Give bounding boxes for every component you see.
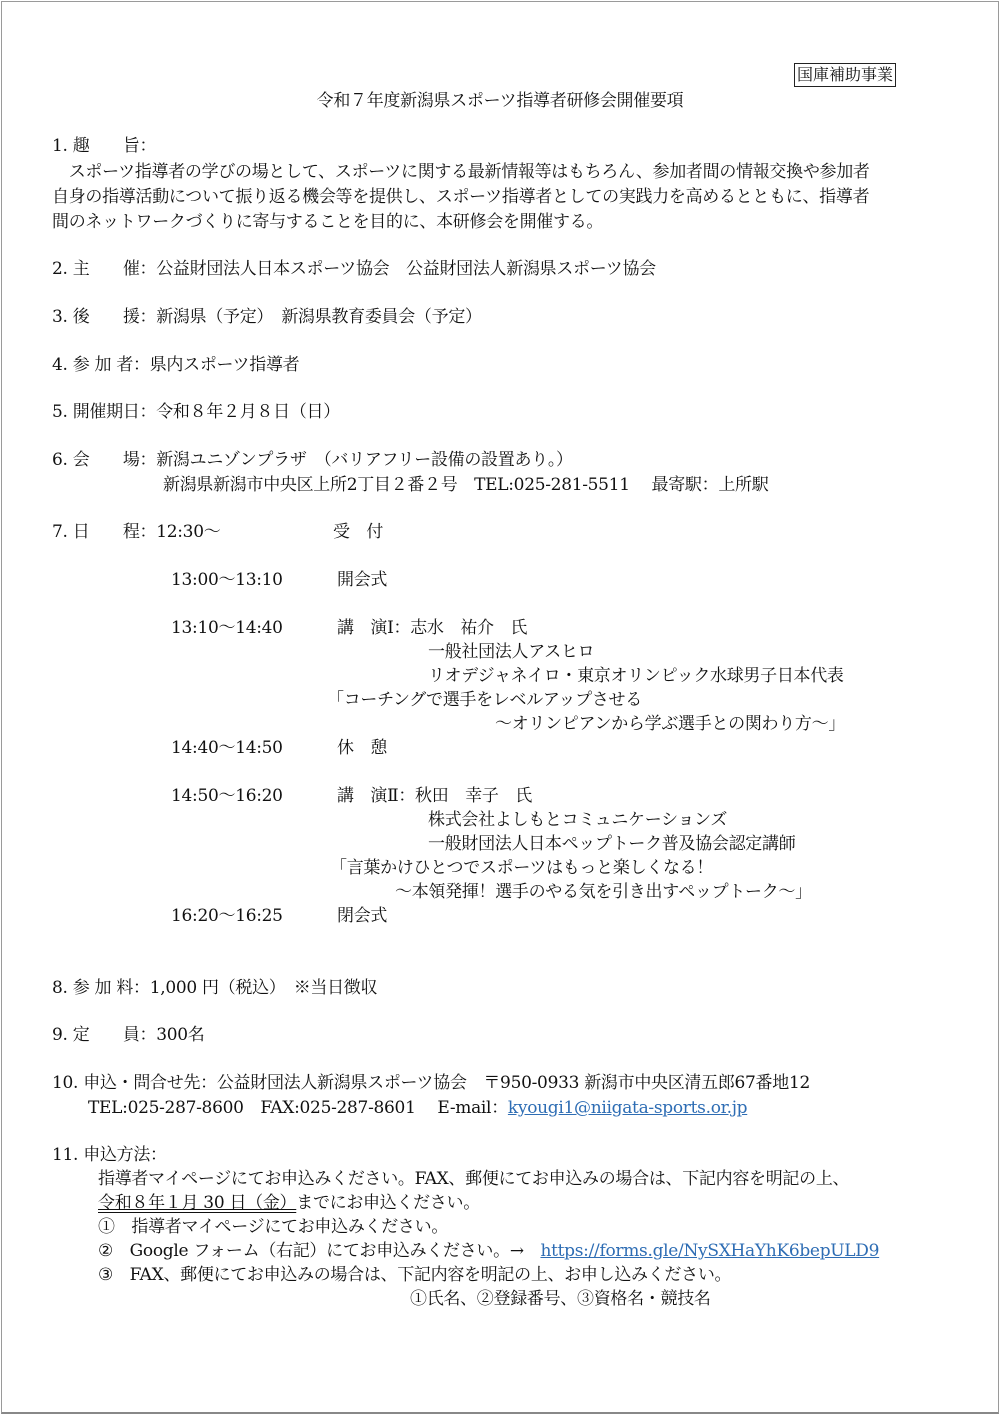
apply-option-3: ③ FAX、郵便にてお申込みの場合は、下記内容を明記の上、お申し込みください。 [98, 1265, 732, 1285]
apply-option-2-text: ② Google フォーム（右記）にてお申込みください。→ [98, 1241, 541, 1261]
required-fields: ①氏名、②登録番号、③資格名・競技名 [410, 1289, 711, 1309]
lecture-1-subtitle: ～オリンピアンから学ぶ選手との関わり方～」 [495, 714, 846, 734]
section-1-heading: 1. 趣 旨： [52, 136, 157, 156]
schedule-item-time: 16:20～16:25 [171, 906, 283, 926]
section-2-organizer: 2. 主 催：公益財団法人日本スポーツ協会 公益財団法人新潟県スポーツ協会 [52, 259, 656, 279]
lecture-1-org: リオデジャネイロ・東京オリンピック水球男子日本代表 [428, 666, 844, 686]
schedule-item-time: 13:10～14:40 [171, 618, 283, 638]
section-4-participants: 4. 参 加 者：県内スポーツ指導者 [52, 355, 300, 375]
lecture-2-org: 一般財団法人日本ペップトーク普及協会認定講師 [428, 834, 796, 854]
section-6-address: 新潟県新潟市中央区上所2丁目２番２号 TEL:025-281-5511 最寄駅：上所駅 [163, 475, 769, 495]
schedule-item-label: 閉会式 [337, 906, 388, 926]
section-6-venue: 6. 会 場：新潟ユニゾンプラザ （バリアフリー設備の設置あり。） [52, 450, 573, 470]
section-10-phone-fax [88, 1097, 747, 1119]
section-11-heading: 11. 申込方法： [52, 1145, 167, 1165]
contact-phone-fax: TEL:025-287-8600 FAX:025-287-8601 E-mail： [88, 1098, 508, 1118]
schedule-item-label: 開会式 [337, 570, 388, 590]
apply-option-2 [98, 1240, 879, 1262]
section-8-fee: 8. 参 加 料：1,000 円（税込） ※当日徴収 [52, 978, 378, 998]
lecture-2-org: 株式会社よしもとコミュニケーションズ [428, 810, 728, 830]
page-title: 令和７年度新潟県スポーツ指導者研修会開催要項 [316, 91, 684, 111]
schedule-item-time: 14:50～16:20 [171, 786, 283, 806]
email-link[interactable]: kyougi1@niigata-sports.or.jp [507, 1098, 748, 1118]
section-1-line: 自身の指導活動について振り返る機会等を提供し、スポーツ指導者としての実践力を高めるとともに、指導者 [52, 187, 870, 207]
section-7-label: 7. 日 程：12:30～ [52, 522, 221, 542]
section-3-support: 3. 後 援：新潟県（予定） 新潟県教育委員会（予定） [52, 307, 482, 327]
lecture-1-org: 一般社団法人アスヒロ [428, 642, 595, 662]
schedule-item-label: 休 憩 [337, 738, 388, 758]
section-1-line: スポーツ指導者の学びの場として、スポーツに関する最新情報等はもちろん、参加者間の情報交換や参加者 [52, 162, 870, 182]
subsidy-badge: 国庫補助事業 [794, 63, 896, 87]
section-1-line: 間のネットワークづくりに寄与することを目的に、本研修会を開催する。 [52, 212, 604, 232]
deadline-suffix: までにお申込ください。 [296, 1193, 480, 1213]
lecture-2-subtitle: ～本領発揮！選手のやる気を引き出すペップトーク～」 [395, 882, 812, 902]
apply-option-1: ① 指導者マイページにてお申込みください。 [98, 1217, 449, 1237]
schedule-item-label: 受 付 [333, 522, 384, 542]
section-9-capacity: 9. 定 員：300名 [52, 1025, 205, 1045]
schedule-item-label: 講 演Ⅱ：秋田 幸子 氏 [337, 786, 532, 806]
section-11-intro: 指導者マイページにてお申込みください。FAX、郵便にてお申込みの場合は、下記内容を明記の上、 [98, 1169, 850, 1189]
schedule-item-time: 14:40～14:50 [171, 738, 283, 758]
section-10-contact: 10. 申込・問合せ先：公益財団法人新潟県スポーツ協会 〒950-0933 新潟市中央区清五郎67番地12 [52, 1073, 810, 1093]
schedule-item-time: 13:00～13:10 [171, 570, 283, 590]
google-form-link[interactable]: https://forms.gle/NySXHaYhK6bepULD9 [540, 1241, 880, 1261]
section-5-date: 5. 開催期日：令和８年２月８日（日） [52, 402, 340, 422]
lecture-1-title: 「コーチングで選手をレベルアップさせる [327, 690, 642, 710]
schedule-item-label: 講 演Ⅰ：志水 祐介 氏 [337, 618, 528, 638]
deadline-date: 令和８年１月 30 日（金） [98, 1193, 297, 1213]
lecture-2-title: 「言葉かけひとつでスポーツはもっと楽しくなる！ [330, 858, 714, 878]
section-11-deadline [98, 1192, 480, 1214]
